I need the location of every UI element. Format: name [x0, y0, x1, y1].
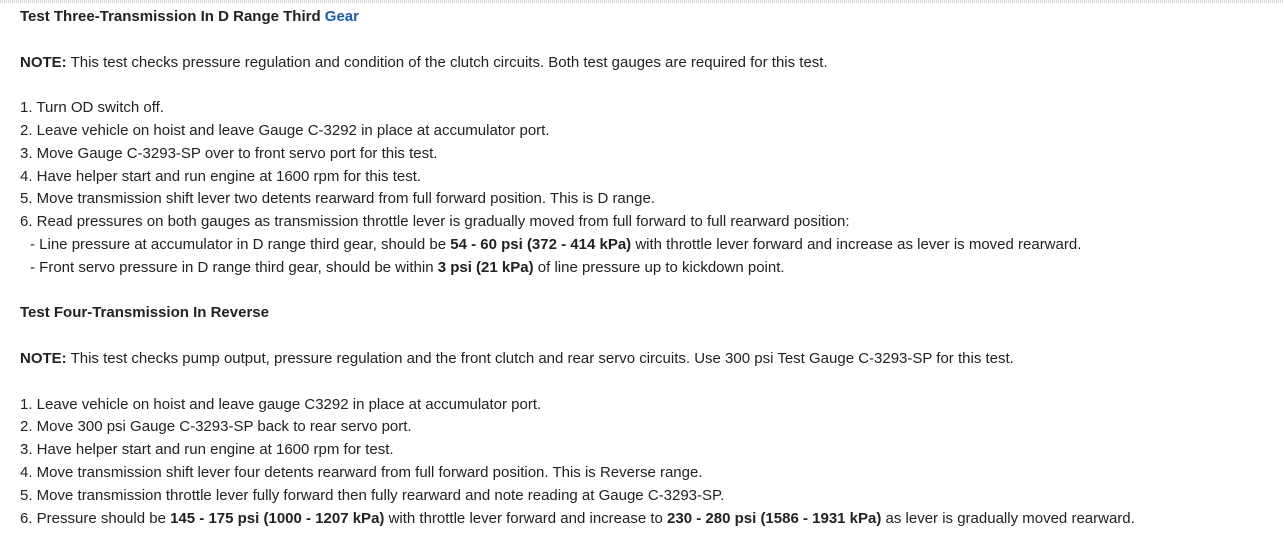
- step6-pre: 6. Pressure should be: [20, 509, 171, 527]
- test3-sub-front-servo: [20, 257, 1270, 280]
- sub1-value: 54 - 60 psi (372 - 414 kPa): [450, 235, 632, 253]
- test3-step-6: 6. Read pressures on both gauges as transmission throttle lever is gradually moved from full forward to full rearward position:: [20, 213, 850, 231]
- sub1-pre: - Line pressure at accumulator in D range third gear, should be: [30, 235, 451, 253]
- step6-value-forward: 145 - 175 psi (1000 - 1207 kPa): [170, 509, 385, 527]
- test3-step-4: 4. Have helper start and run engine at 1600 rpm for this test.: [20, 167, 422, 185]
- test3-sub-line-pressure: [20, 234, 1270, 257]
- test4-step-6: [20, 508, 1270, 531]
- test4-step-2: 2. Move 300 psi Gauge C-3293-SP back to rear servo port.: [20, 418, 412, 436]
- test4-heading: Test Four-Transmission In Reverse: [20, 304, 269, 322]
- sub2-post: of line pressure up to kickdown point.: [533, 258, 785, 276]
- test4-step-4: 4. Move transmission shift lever four detents rearward from full forward position. This is Reverse range.: [20, 463, 703, 481]
- test3-step-5: 5. Move transmission shift lever two detents rearward from full forward position. This is D range.: [20, 190, 655, 208]
- gear-link[interactable]: Gear: [324, 8, 359, 25]
- test3-step-2: 2. Leave vehicle on hoist and leave Gauge C-3292 in place at accumulator port.: [20, 121, 550, 139]
- step6-mid: with throttle lever forward and increase to: [384, 509, 668, 527]
- test3-note-text: This test checks pressure regulation and condition of the clutch circuits. Both test gauges are required for this test.: [66, 53, 828, 71]
- test3-heading: [20, 6, 1270, 29]
- test4-step-1: 1. Leave vehicle on hoist and leave gauge C3292 in place at accumulator port.: [20, 395, 542, 413]
- sub1-post: with throttle lever forward and increase as lever is moved rearward.: [631, 235, 1082, 253]
- sub2-value: 3 psi (21 kPa): [437, 258, 534, 276]
- test4-step-5: 5. Move transmission throttle lever fully forward then fully rearward and note reading at Gauge C-3293-SP.: [20, 486, 725, 504]
- test3-step-3: 3. Move Gauge C-3293-SP over to front servo port for this test.: [20, 144, 438, 162]
- top-border: [0, 0, 1284, 3]
- sub2-pre: - Front servo pressure in D range third gear, should be within: [30, 258, 438, 276]
- test4-note: [20, 348, 1270, 371]
- step6-post: as lever is gradually moved rearward.: [881, 509, 1135, 527]
- test3-step-1: 1. Turn OD switch off.: [20, 99, 164, 117]
- test4-note-label: NOTE:: [20, 349, 67, 367]
- test4-step-3: 3. Have helper start and run engine at 1600 rpm for test.: [20, 441, 394, 459]
- test3-note: [20, 52, 1270, 75]
- step6-value-rearward: 230 - 280 psi (1586 - 1931 kPa): [667, 509, 882, 527]
- test4-note-text: This test checks pump output, pressure regulation and the front clutch and rear servo circuits. Use 300 psi Test Gauge C-3293-SP for this test.: [66, 349, 1014, 367]
- test3-note-label: NOTE:: [20, 53, 67, 71]
- document-content: [20, 6, 1270, 530]
- test3-heading-text: Test Three-Transmission In D Range Third: [20, 8, 325, 25]
